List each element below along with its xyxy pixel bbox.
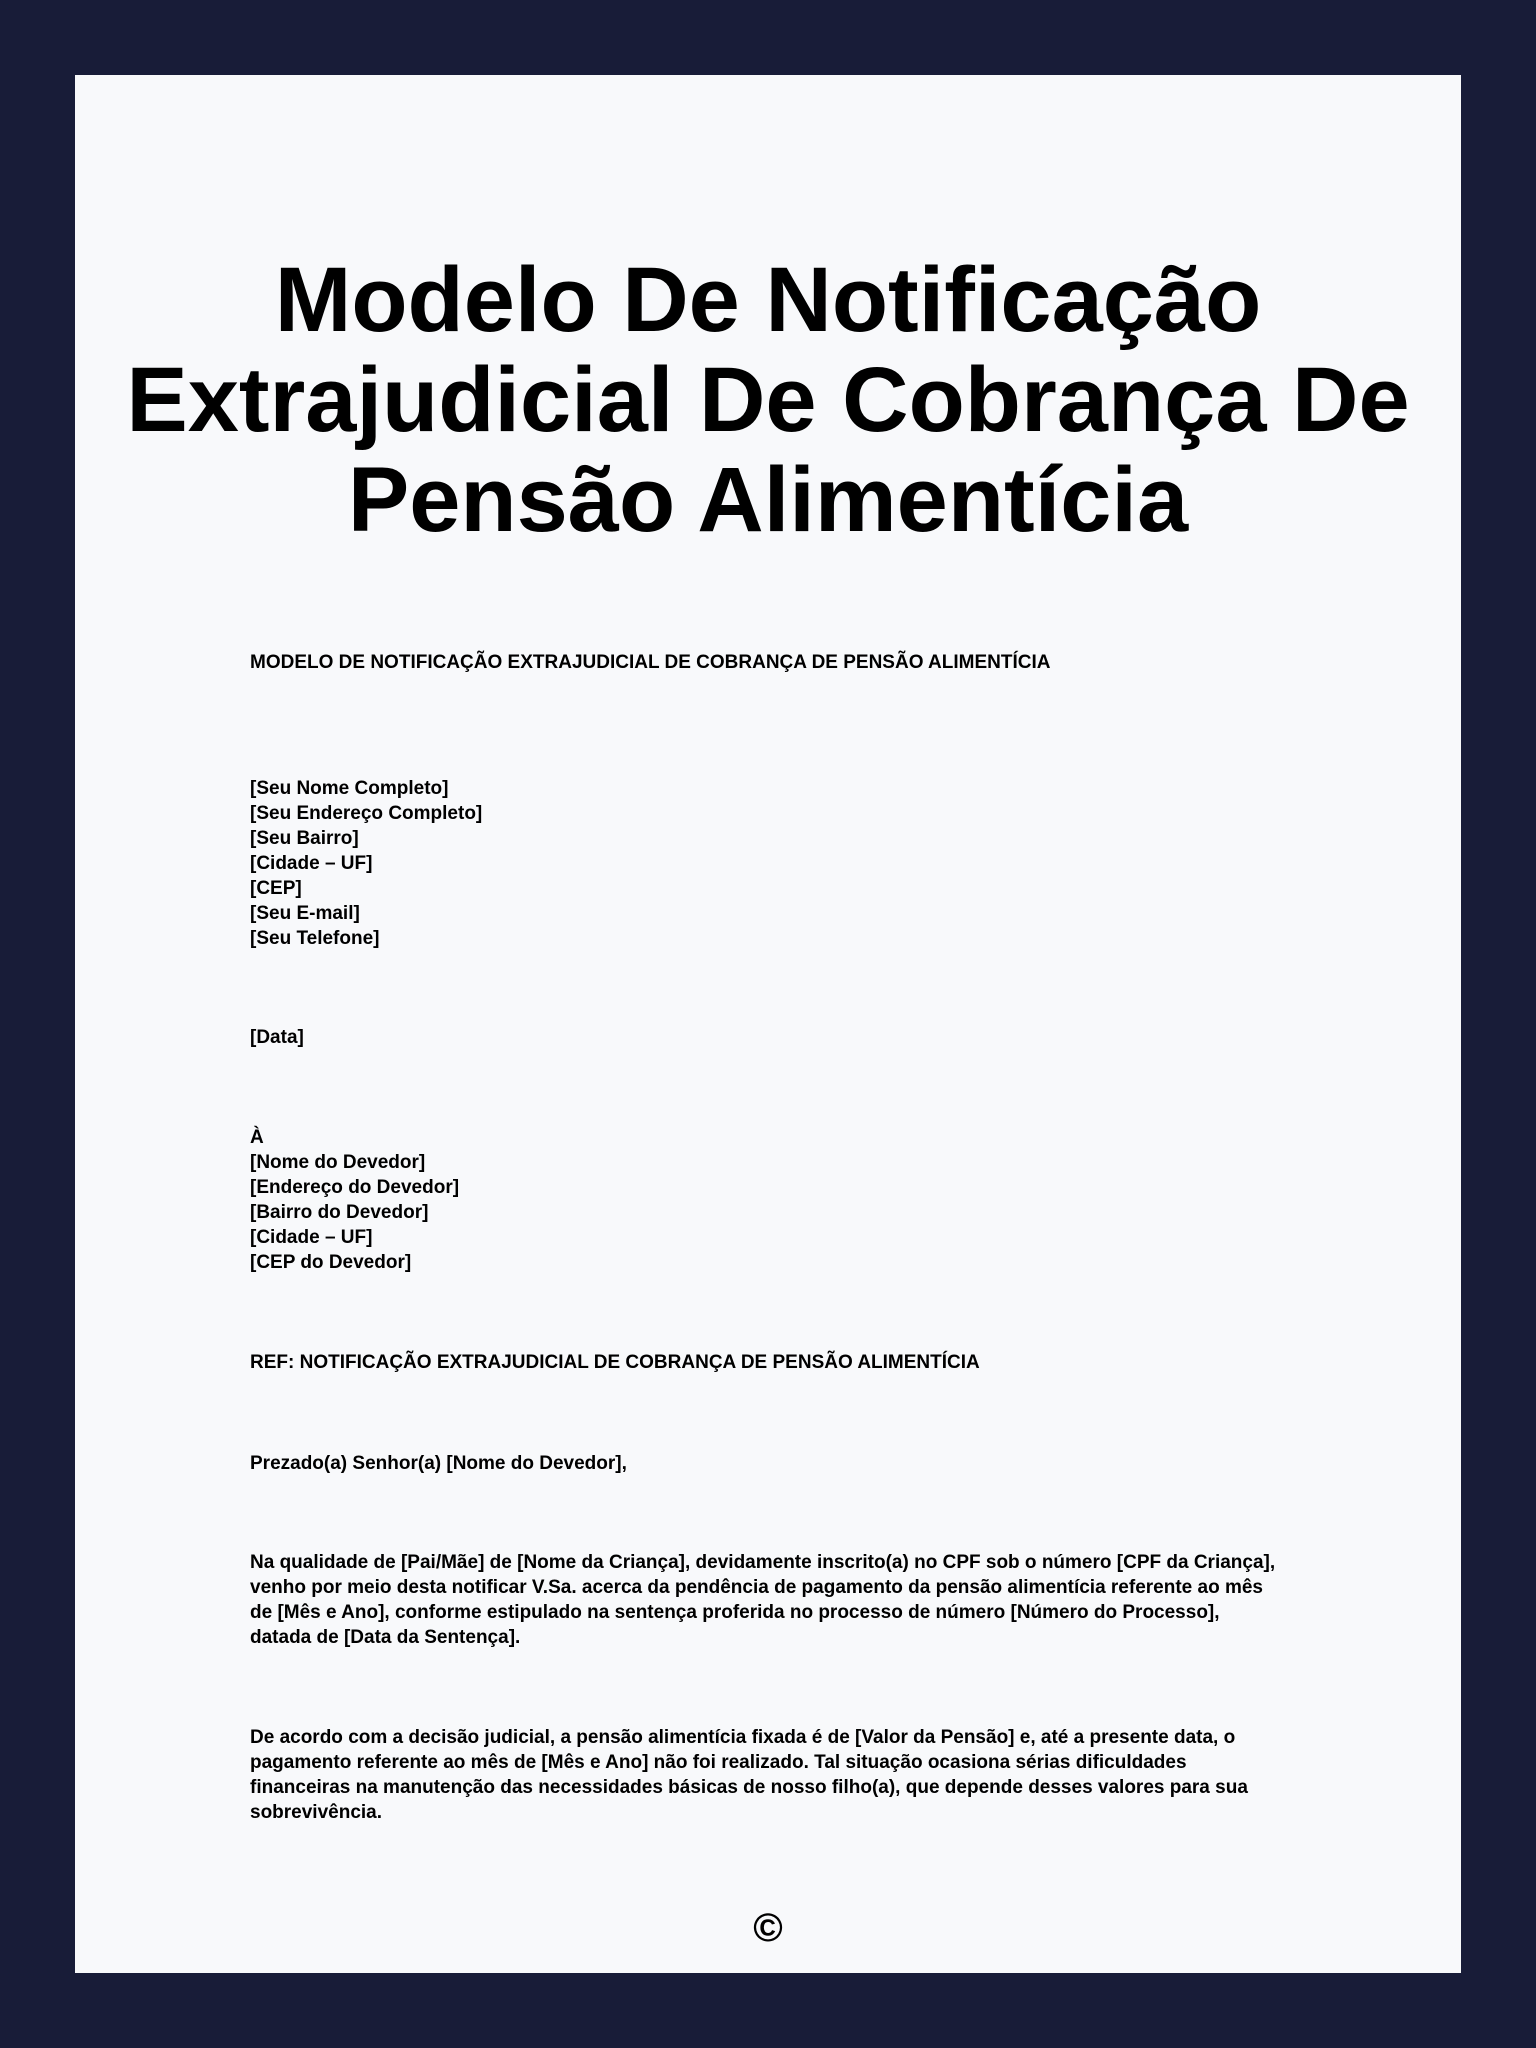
title-line: Pensão Alimentícia xyxy=(347,449,1189,551)
recipient-address: [Endereço do Devedor] xyxy=(250,1177,460,1198)
title-line: Modelo De Notificação xyxy=(274,249,1262,351)
sender-cep: [CEP] xyxy=(250,878,302,899)
document-heading: MODELO DE NOTIFICAÇÃO EXTRAJUDICIAL DE COBRANÇA DE PENSÃO ALIMENTÍCIA xyxy=(250,652,1051,673)
title-line: Extrajudicial De Cobrança De xyxy=(126,349,1410,451)
recipient-name: [Nome do Devedor] xyxy=(250,1152,426,1173)
recipient-city: [Cidade – UF] xyxy=(250,1227,373,1248)
recipient-cep: [CEP do Devedor] xyxy=(250,1252,412,1273)
sender-block xyxy=(250,776,1285,951)
sender-address: [Seu Endereço Completo] xyxy=(250,803,483,824)
greeting: Prezado(a) Senhor(a) [Nome do Devedor], xyxy=(250,1453,627,1474)
paragraph: De acordo com a decisão judicial, a pensão alimentícia fixada é de [Valor da Pensão] e, até a presente data, o pagamento referente ao mês de [Mês e Ano] não foi realizado. Tal situação ocasiona sérias dificuldades financeiras na manutenção das necessidades básicas de nosso filho(a), que depende desses valores para sua sobrevivência. xyxy=(250,1727,1248,1823)
copyright-icon: © xyxy=(753,1906,783,1950)
recipient-neighborhood: [Bairro do Devedor] xyxy=(250,1202,429,1223)
reference-line: REF: NOTIFICAÇÃO EXTRAJUDICIAL DE COBRANÇA DE PENSÃO ALIMENTÍCIA xyxy=(250,1352,980,1373)
sender-neighborhood: [Seu Bairro] xyxy=(250,828,359,849)
date-line: [Data] xyxy=(250,1027,304,1048)
sender-name: [Seu Nome Completo] xyxy=(250,778,449,799)
sender-city: [Cidade – UF] xyxy=(250,853,373,874)
sender-phone: [Seu Telefone] xyxy=(250,928,380,949)
recipient-block xyxy=(250,1125,1285,1275)
recipient-prefix: À xyxy=(250,1127,264,1148)
page-title xyxy=(0,250,1536,550)
sender-email: [Seu E-mail] xyxy=(250,903,360,924)
paragraph: Na qualidade de [Pai/Mãe] de [Nome da Criança], devidamente inscrito(a) no CPF sob o número [CPF da Criança], venho por meio desta notificar V.Sa. acerca da pendência de pagamento da pensão alimentícia referente ao mês de [Mês e Ano], conforme estipulado na sentença proferida no processo de número [Número do Processo], datada de [Data da Sentença]. xyxy=(250,1552,1276,1648)
